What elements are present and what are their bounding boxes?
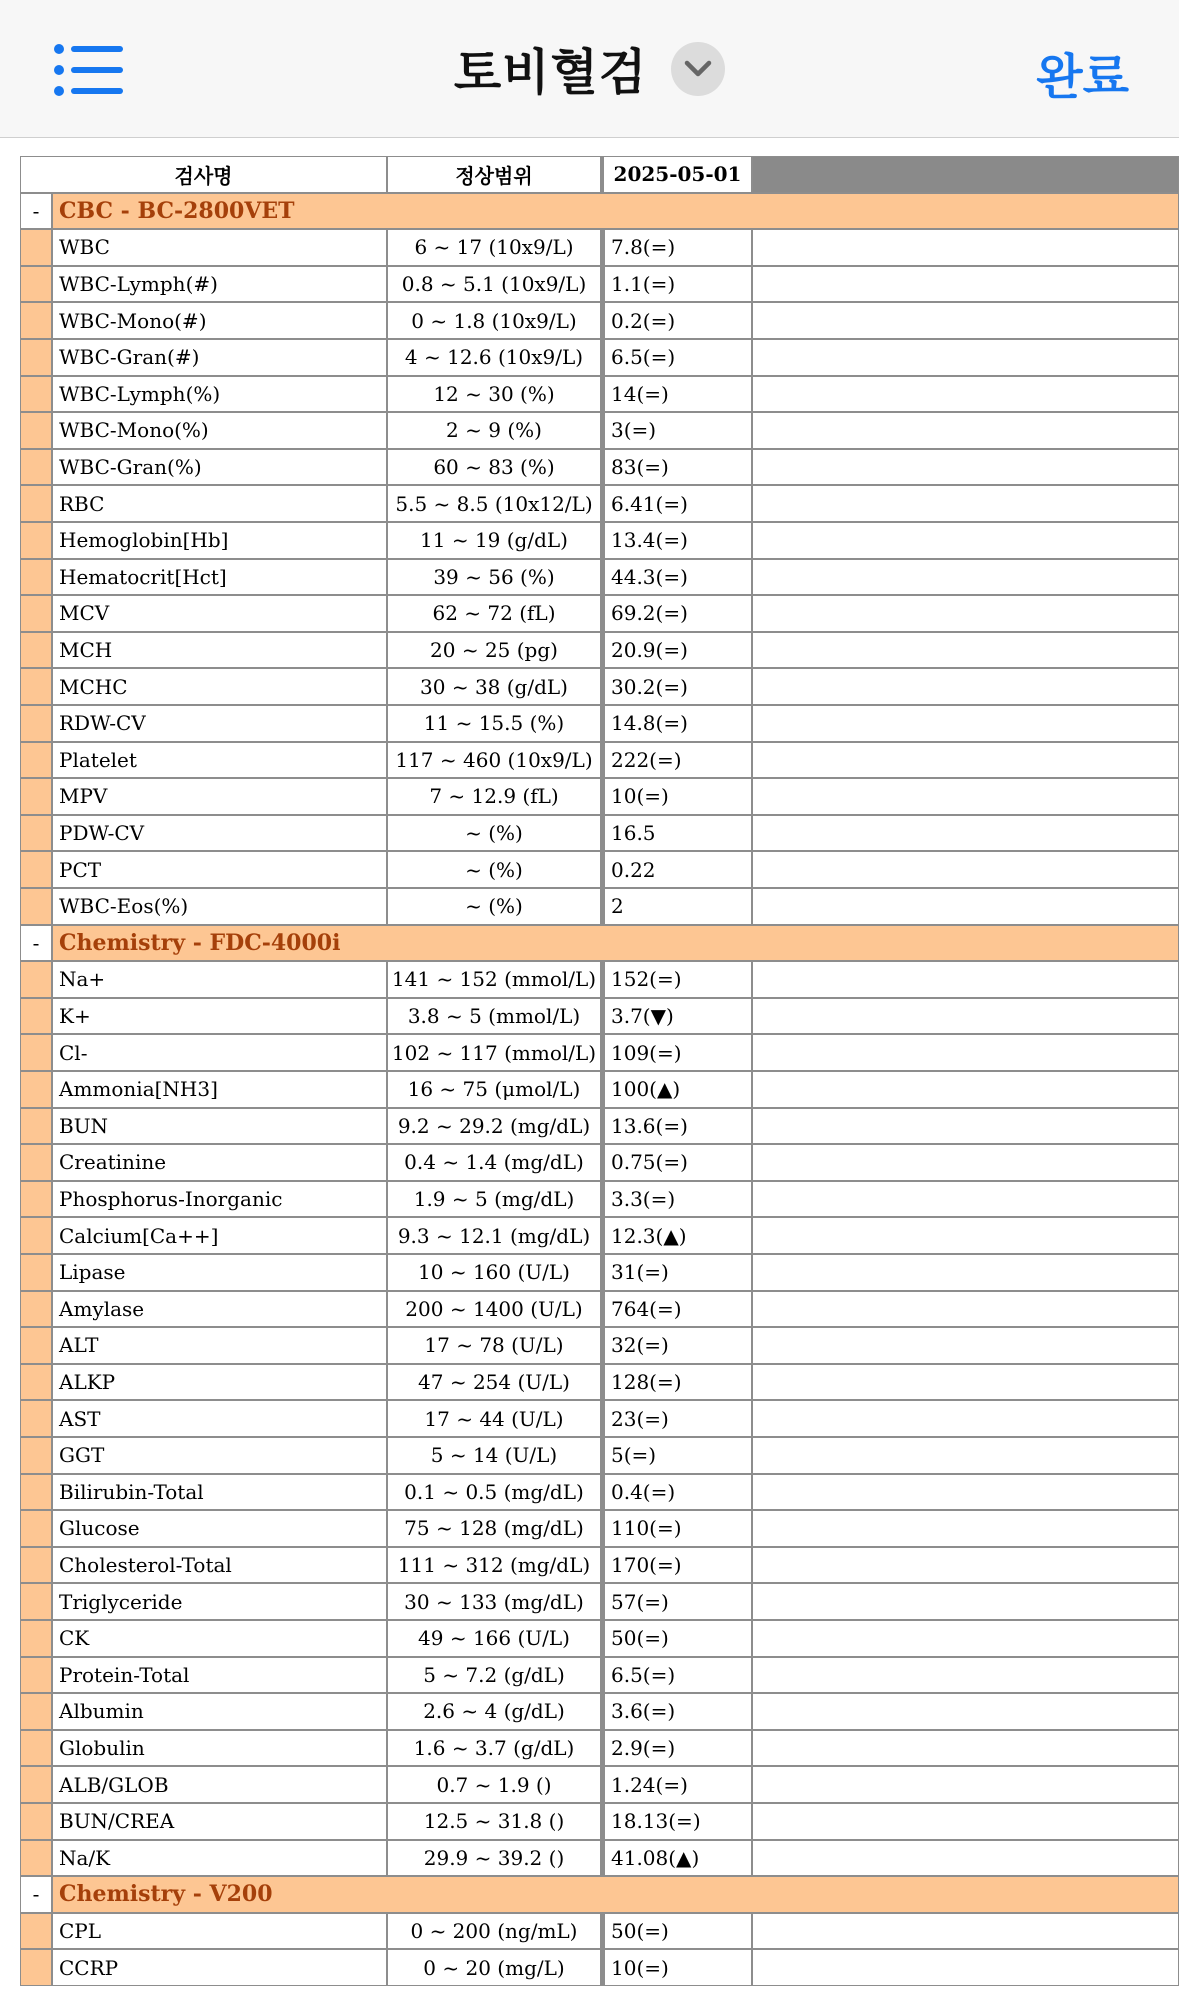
result-value: 170(=) — [601, 1547, 752, 1584]
result-value: 18.13(=) — [601, 1803, 752, 1840]
normal-range: 1.9 ~ 5 (mg/dL) — [387, 1181, 601, 1218]
table-row[interactable] — [20, 1949, 1179, 1986]
test-name: Hematocrit[Hct] — [52, 559, 387, 596]
result-value: 13.6(=) — [601, 1108, 752, 1145]
test-name: WBC-Lymph(%) — [52, 376, 387, 413]
normal-range: 11 ~ 19 (g/dL) — [387, 522, 601, 559]
row-marker — [20, 1291, 52, 1328]
row-marker — [20, 1437, 52, 1474]
empty-cell — [752, 851, 1179, 888]
row-marker — [20, 1034, 52, 1071]
row-marker — [20, 705, 52, 742]
test-name: WBC-Gran(#) — [52, 339, 387, 376]
empty-cell — [752, 522, 1179, 559]
test-name: MCHC — [52, 668, 387, 705]
test-name: Amylase — [52, 1291, 387, 1328]
result-value: 44.3(=) — [601, 559, 752, 596]
normal-range: 12 ~ 30 (%) — [387, 376, 601, 413]
empty-cell — [752, 632, 1179, 669]
normal-range: 47 ~ 254 (U/L) — [387, 1364, 601, 1401]
empty-cell — [752, 1144, 1179, 1181]
table-header-row — [20, 156, 1179, 193]
normal-range: 49 ~ 166 (U/L) — [387, 1620, 601, 1657]
normal-range: 4 ~ 12.6 (10x9/L) — [387, 339, 601, 376]
result-value: 3.3(=) — [601, 1181, 752, 1218]
empty-cell — [752, 559, 1179, 596]
table-row[interactable] — [20, 1400, 1179, 1437]
empty-cell — [752, 705, 1179, 742]
test-name: WBC-Mono(#) — [52, 302, 387, 339]
test-name: WBC-Gran(%) — [52, 449, 387, 486]
normal-range: 75 ~ 128 (mg/dL) — [387, 1510, 601, 1547]
result-value: 50(=) — [601, 1620, 752, 1657]
row-marker — [20, 1510, 52, 1547]
row-marker — [20, 1217, 52, 1254]
result-value: 100(▲) — [601, 1071, 752, 1108]
empty-cell — [752, 1254, 1179, 1291]
test-name: GGT — [52, 1437, 387, 1474]
table-row[interactable] — [20, 851, 1179, 888]
result-value: 0.4(=) — [601, 1474, 752, 1511]
table-row[interactable] — [20, 1583, 1179, 1620]
row-marker — [20, 1949, 52, 1986]
test-name: Lipase — [52, 1254, 387, 1291]
normal-range: ~ (%) — [387, 851, 601, 888]
table-row[interactable] — [20, 1034, 1179, 1071]
test-name: Globulin — [52, 1730, 387, 1767]
row-marker — [20, 1840, 52, 1877]
row-marker — [20, 1254, 52, 1291]
result-value: 2 — [601, 888, 752, 925]
result-value: 764(=) — [601, 1291, 752, 1328]
test-name: Phosphorus-Inorganic — [52, 1181, 387, 1218]
table-row[interactable] — [20, 376, 1179, 413]
result-value: 69.2(=) — [601, 595, 752, 632]
row-marker — [20, 302, 52, 339]
result-value: 16.5 — [601, 815, 752, 852]
row-marker — [20, 1327, 52, 1364]
table-row[interactable] — [20, 1766, 1179, 1803]
row-marker — [20, 485, 52, 522]
result-value: 31(=) — [601, 1254, 752, 1291]
table-row[interactable] — [20, 1254, 1179, 1291]
empty-cell — [752, 998, 1179, 1035]
result-value: 57(=) — [601, 1583, 752, 1620]
table-row[interactable] — [20, 1620, 1179, 1657]
section-collapse-toggle[interactable]: - — [20, 1876, 52, 1913]
test-name: RDW-CV — [52, 705, 387, 742]
result-value: 5(=) — [601, 1437, 752, 1474]
empty-cell — [752, 1034, 1179, 1071]
test-name: WBC-Mono(%) — [52, 412, 387, 449]
test-name: BUN/CREA — [52, 1803, 387, 1840]
empty-cell — [752, 1949, 1179, 1986]
table-row[interactable] — [20, 1364, 1179, 1401]
column-header-filler — [752, 156, 1179, 193]
empty-cell — [752, 1657, 1179, 1694]
table-row[interactable] — [20, 229, 1179, 266]
result-value: 7.8(=) — [601, 229, 752, 266]
normal-range: 102 ~ 117 (mmol/L) — [387, 1034, 601, 1071]
result-value: 128(=) — [601, 1364, 752, 1401]
row-marker — [20, 1657, 52, 1694]
row-marker — [20, 1071, 52, 1108]
empty-cell — [752, 302, 1179, 339]
empty-cell — [752, 1766, 1179, 1803]
empty-cell — [752, 1840, 1179, 1877]
row-marker — [20, 449, 52, 486]
table-row[interactable] — [20, 888, 1179, 925]
row-marker — [20, 1620, 52, 1657]
test-name: CPL — [52, 1913, 387, 1950]
normal-range: 30 ~ 38 (g/dL) — [387, 668, 601, 705]
test-name: ALKP — [52, 1364, 387, 1401]
normal-range: 0 ~ 1.8 (10x9/L) — [387, 302, 601, 339]
normal-range: 16 ~ 75 (μmol/L) — [387, 1071, 601, 1108]
empty-cell — [752, 449, 1179, 486]
table-row[interactable] — [20, 1474, 1179, 1511]
empty-cell — [752, 888, 1179, 925]
normal-range: 117 ~ 460 (10x9/L) — [387, 742, 601, 779]
result-value: 10(=) — [601, 1949, 752, 1986]
normal-range: 6 ~ 17 (10x9/L) — [387, 229, 601, 266]
test-name: MCV — [52, 595, 387, 632]
done-button[interactable]: 완료 — [1036, 49, 1129, 105]
test-name: Albumin — [52, 1693, 387, 1730]
empty-cell — [752, 1510, 1179, 1547]
row-marker — [20, 742, 52, 779]
result-value: 2.9(=) — [601, 1730, 752, 1767]
normal-range: 2 ~ 9 (%) — [387, 412, 601, 449]
empty-cell — [752, 1583, 1179, 1620]
table-row[interactable] — [20, 1181, 1179, 1218]
normal-range: 29.9 ~ 39.2 () — [387, 1840, 601, 1877]
row-marker — [20, 1913, 52, 1950]
row-marker — [20, 595, 52, 632]
table-row[interactable] — [20, 778, 1179, 815]
row-marker — [20, 668, 52, 705]
empty-cell — [752, 412, 1179, 449]
empty-cell — [752, 1364, 1179, 1401]
normal-range: 0.8 ~ 5.1 (10x9/L) — [387, 266, 601, 303]
normal-range: 0.4 ~ 1.4 (mg/dL) — [387, 1144, 601, 1181]
row-marker — [20, 1400, 52, 1437]
normal-range: ~ (%) — [387, 888, 601, 925]
row-marker — [20, 1803, 52, 1840]
test-name: Na/K — [52, 1840, 387, 1877]
page-title: 토비혈검 — [453, 43, 648, 101]
table-row[interactable] — [20, 742, 1179, 779]
normal-range: 17 ~ 44 (U/L) — [387, 1400, 601, 1437]
test-name: PCT — [52, 851, 387, 888]
empty-cell — [752, 1217, 1179, 1254]
row-marker — [20, 998, 52, 1035]
table-row[interactable] — [20, 412, 1179, 449]
test-name: Calcium[Ca++] — [52, 1217, 387, 1254]
row-marker — [20, 266, 52, 303]
result-value: 10(=) — [601, 778, 752, 815]
normal-range: 111 ~ 312 (mg/dL) — [387, 1547, 601, 1584]
result-value: 13.4(=) — [601, 522, 752, 559]
table-row[interactable] — [20, 302, 1179, 339]
table-row[interactable] — [20, 961, 1179, 998]
test-name: Triglyceride — [52, 1583, 387, 1620]
table-row[interactable] — [20, 1510, 1179, 1547]
section-header-row — [20, 1876, 1179, 1913]
table-row[interactable] — [20, 339, 1179, 376]
empty-cell — [752, 266, 1179, 303]
table-row[interactable] — [20, 668, 1179, 705]
table-row[interactable] — [20, 1071, 1179, 1108]
result-value: 109(=) — [601, 1034, 752, 1071]
empty-cell — [752, 668, 1179, 705]
table-row[interactable] — [20, 1913, 1179, 1950]
result-value: 152(=) — [601, 961, 752, 998]
row-marker — [20, 815, 52, 852]
normal-range: 5.5 ~ 8.5 (10x12/L) — [387, 485, 601, 522]
result-value: 14.8(=) — [601, 705, 752, 742]
row-marker — [20, 778, 52, 815]
result-value: 30.2(=) — [601, 668, 752, 705]
normal-range: 0 ~ 200 (ng/mL) — [387, 1913, 601, 1950]
normal-range: 5 ~ 7.2 (g/dL) — [387, 1657, 601, 1694]
empty-cell — [752, 1547, 1179, 1584]
test-name: Ammonia[NH3] — [52, 1071, 387, 1108]
test-name: Cholesterol-Total — [52, 1547, 387, 1584]
normal-range: 11 ~ 15.5 (%) — [387, 705, 601, 742]
result-value: 83(=) — [601, 449, 752, 486]
empty-cell — [752, 1071, 1179, 1108]
normal-range: 17 ~ 78 (U/L) — [387, 1327, 601, 1364]
row-marker — [20, 888, 52, 925]
row-marker — [20, 851, 52, 888]
result-value: 3.6(=) — [601, 1693, 752, 1730]
test-name: Cl- — [52, 1034, 387, 1071]
row-marker — [20, 1144, 52, 1181]
row-marker — [20, 1108, 52, 1145]
result-value: 0.22 — [601, 851, 752, 888]
row-marker — [20, 559, 52, 596]
result-value: 6.5(=) — [601, 339, 752, 376]
table-row[interactable] — [20, 1547, 1179, 1584]
empty-cell — [752, 1181, 1179, 1218]
table-row[interactable] — [20, 1840, 1179, 1877]
test-name: CCRP — [52, 1949, 387, 1986]
table-row[interactable] — [20, 1217, 1179, 1254]
table-row[interactable] — [20, 1144, 1179, 1181]
table-row[interactable] — [20, 1327, 1179, 1364]
row-marker — [20, 522, 52, 559]
row-marker — [20, 961, 52, 998]
normal-range: 0 ~ 20 (mg/L) — [387, 1949, 601, 1986]
empty-cell — [752, 229, 1179, 266]
normal-range: 2.6 ~ 4 (g/dL) — [387, 1693, 601, 1730]
normal-range: 3.8 ~ 5 (mmol/L) — [387, 998, 601, 1035]
row-marker — [20, 229, 52, 266]
table-row[interactable] — [20, 632, 1179, 669]
result-value: 14(=) — [601, 376, 752, 413]
empty-cell — [752, 1620, 1179, 1657]
normal-range: 1.6 ~ 3.7 (g/dL) — [387, 1730, 601, 1767]
result-value: 20.9(=) — [601, 632, 752, 669]
result-value: 23(=) — [601, 1400, 752, 1437]
row-marker — [20, 376, 52, 413]
result-value: 0.2(=) — [601, 302, 752, 339]
test-name: Hemoglobin[Hb] — [52, 522, 387, 559]
row-marker — [20, 1730, 52, 1767]
row-marker — [20, 1547, 52, 1584]
empty-cell — [752, 1108, 1179, 1145]
row-marker — [20, 1693, 52, 1730]
empty-cell — [752, 778, 1179, 815]
normal-range: 0.1 ~ 0.5 (mg/dL) — [387, 1474, 601, 1511]
row-marker — [20, 1181, 52, 1218]
result-value: 6.41(=) — [601, 485, 752, 522]
test-name: PDW-CV — [52, 815, 387, 852]
title-area — [0, 0, 1179, 137]
test-name: MCH — [52, 632, 387, 669]
row-marker — [20, 632, 52, 669]
test-name: CK — [52, 1620, 387, 1657]
section-header-row — [20, 193, 1179, 230]
top-bar — [0, 0, 1179, 138]
table-row[interactable] — [20, 705, 1179, 742]
section-collapse-toggle[interactable]: - — [20, 925, 52, 962]
empty-cell — [752, 1803, 1179, 1840]
normal-range: 141 ~ 152 (mmol/L) — [387, 961, 601, 998]
test-name: Platelet — [52, 742, 387, 779]
empty-cell — [752, 1693, 1179, 1730]
table-row[interactable] — [20, 1108, 1179, 1145]
section-title: Chemistry - V200 — [52, 1876, 1179, 1913]
table-row[interactable] — [20, 266, 1179, 303]
table-row[interactable] — [20, 1657, 1179, 1694]
normal-range: 20 ~ 25 (pg) — [387, 632, 601, 669]
section-header-row — [20, 925, 1179, 962]
table-row[interactable] — [20, 1730, 1179, 1767]
result-value: 32(=) — [601, 1327, 752, 1364]
test-name: RBC — [52, 485, 387, 522]
table-row[interactable] — [20, 1803, 1179, 1840]
table-row[interactable] — [20, 449, 1179, 486]
row-marker — [20, 1364, 52, 1401]
table-row[interactable] — [20, 998, 1179, 1035]
section-collapse-toggle[interactable]: - — [20, 193, 52, 230]
result-value: 6.5(=) — [601, 1657, 752, 1694]
column-header-test-name: 검사명 — [20, 156, 387, 193]
table-row[interactable] — [20, 595, 1179, 632]
column-header-normal-range: 정상범위 — [387, 156, 601, 193]
test-name: Creatinine — [52, 1144, 387, 1181]
normal-range: 200 ~ 1400 (U/L) — [387, 1291, 601, 1328]
test-name: Protein-Total — [52, 1657, 387, 1694]
table-row[interactable] — [20, 1693, 1179, 1730]
row-marker — [20, 1766, 52, 1803]
test-name: Na+ — [52, 961, 387, 998]
normal-range: 0.7 ~ 1.9 () — [387, 1766, 601, 1803]
normal-range: 12.5 ~ 31.8 () — [387, 1803, 601, 1840]
result-value: 12.3(▲) — [601, 1217, 752, 1254]
table-row[interactable] — [20, 1291, 1179, 1328]
row-marker — [20, 412, 52, 449]
empty-cell — [752, 376, 1179, 413]
normal-range: 30 ~ 133 (mg/dL) — [387, 1583, 601, 1620]
empty-cell — [752, 1327, 1179, 1364]
empty-cell — [752, 339, 1179, 376]
chevron-down-icon — [684, 60, 712, 78]
test-name: ALB/GLOB — [52, 1766, 387, 1803]
test-name: AST — [52, 1400, 387, 1437]
test-name: WBC-Lymph(#) — [52, 266, 387, 303]
empty-cell — [752, 595, 1179, 632]
empty-cell — [752, 1437, 1179, 1474]
normal-range: 9.2 ~ 29.2 (mg/dL) — [387, 1108, 601, 1145]
table-row[interactable] — [20, 815, 1179, 852]
normal-range: 9.3 ~ 12.1 (mg/dL) — [387, 1217, 601, 1254]
normal-range: 7 ~ 12.9 (fL) — [387, 778, 601, 815]
result-value: 222(=) — [601, 742, 752, 779]
section-title: Chemistry - FDC-4000i — [52, 925, 1179, 962]
normal-range: 10 ~ 160 (U/L) — [387, 1254, 601, 1291]
normal-range: 39 ~ 56 (%) — [387, 559, 601, 596]
result-value: 3.7(▼) — [601, 998, 752, 1035]
row-marker — [20, 339, 52, 376]
test-name: BUN — [52, 1108, 387, 1145]
section-title: CBC - BC-2800VET — [52, 193, 1179, 230]
test-name: MPV — [52, 778, 387, 815]
empty-cell — [752, 1474, 1179, 1511]
result-value: 1.1(=) — [601, 266, 752, 303]
normal-range: 62 ~ 72 (fL) — [387, 595, 601, 632]
normal-range: 60 ~ 83 (%) — [387, 449, 601, 486]
normal-range: 5 ~ 14 (U/L) — [387, 1437, 601, 1474]
empty-cell — [752, 485, 1179, 522]
empty-cell — [752, 1913, 1179, 1950]
table-row[interactable] — [20, 522, 1179, 559]
column-header-date[interactable]: 2025-05-01 — [601, 156, 752, 193]
result-value: 41.08(▲) — [601, 1840, 752, 1877]
test-name: Bilirubin-Total — [52, 1474, 387, 1511]
result-value: 110(=) — [601, 1510, 752, 1547]
row-marker — [20, 1583, 52, 1620]
table-row[interactable] — [20, 485, 1179, 522]
empty-cell — [752, 815, 1179, 852]
table-row[interactable] — [20, 559, 1179, 596]
normal-range: ~ (%) — [387, 815, 601, 852]
table-row[interactable] — [20, 1437, 1179, 1474]
test-name: WBC — [52, 229, 387, 266]
test-name: Glucose — [52, 1510, 387, 1547]
empty-cell — [752, 1730, 1179, 1767]
test-name: WBC-Eos(%) — [52, 888, 387, 925]
test-name: ALT — [52, 1327, 387, 1364]
title-dropdown-button[interactable] — [671, 42, 725, 96]
test-name: K+ — [52, 998, 387, 1035]
result-value: 0.75(=) — [601, 1144, 752, 1181]
empty-cell — [752, 1400, 1179, 1437]
empty-cell — [752, 961, 1179, 998]
empty-cell — [752, 742, 1179, 779]
result-value: 3(=) — [601, 412, 752, 449]
result-value: 1.24(=) — [601, 1766, 752, 1803]
empty-cell — [752, 1291, 1179, 1328]
result-value: 50(=) — [601, 1913, 752, 1950]
row-marker — [20, 1474, 52, 1511]
